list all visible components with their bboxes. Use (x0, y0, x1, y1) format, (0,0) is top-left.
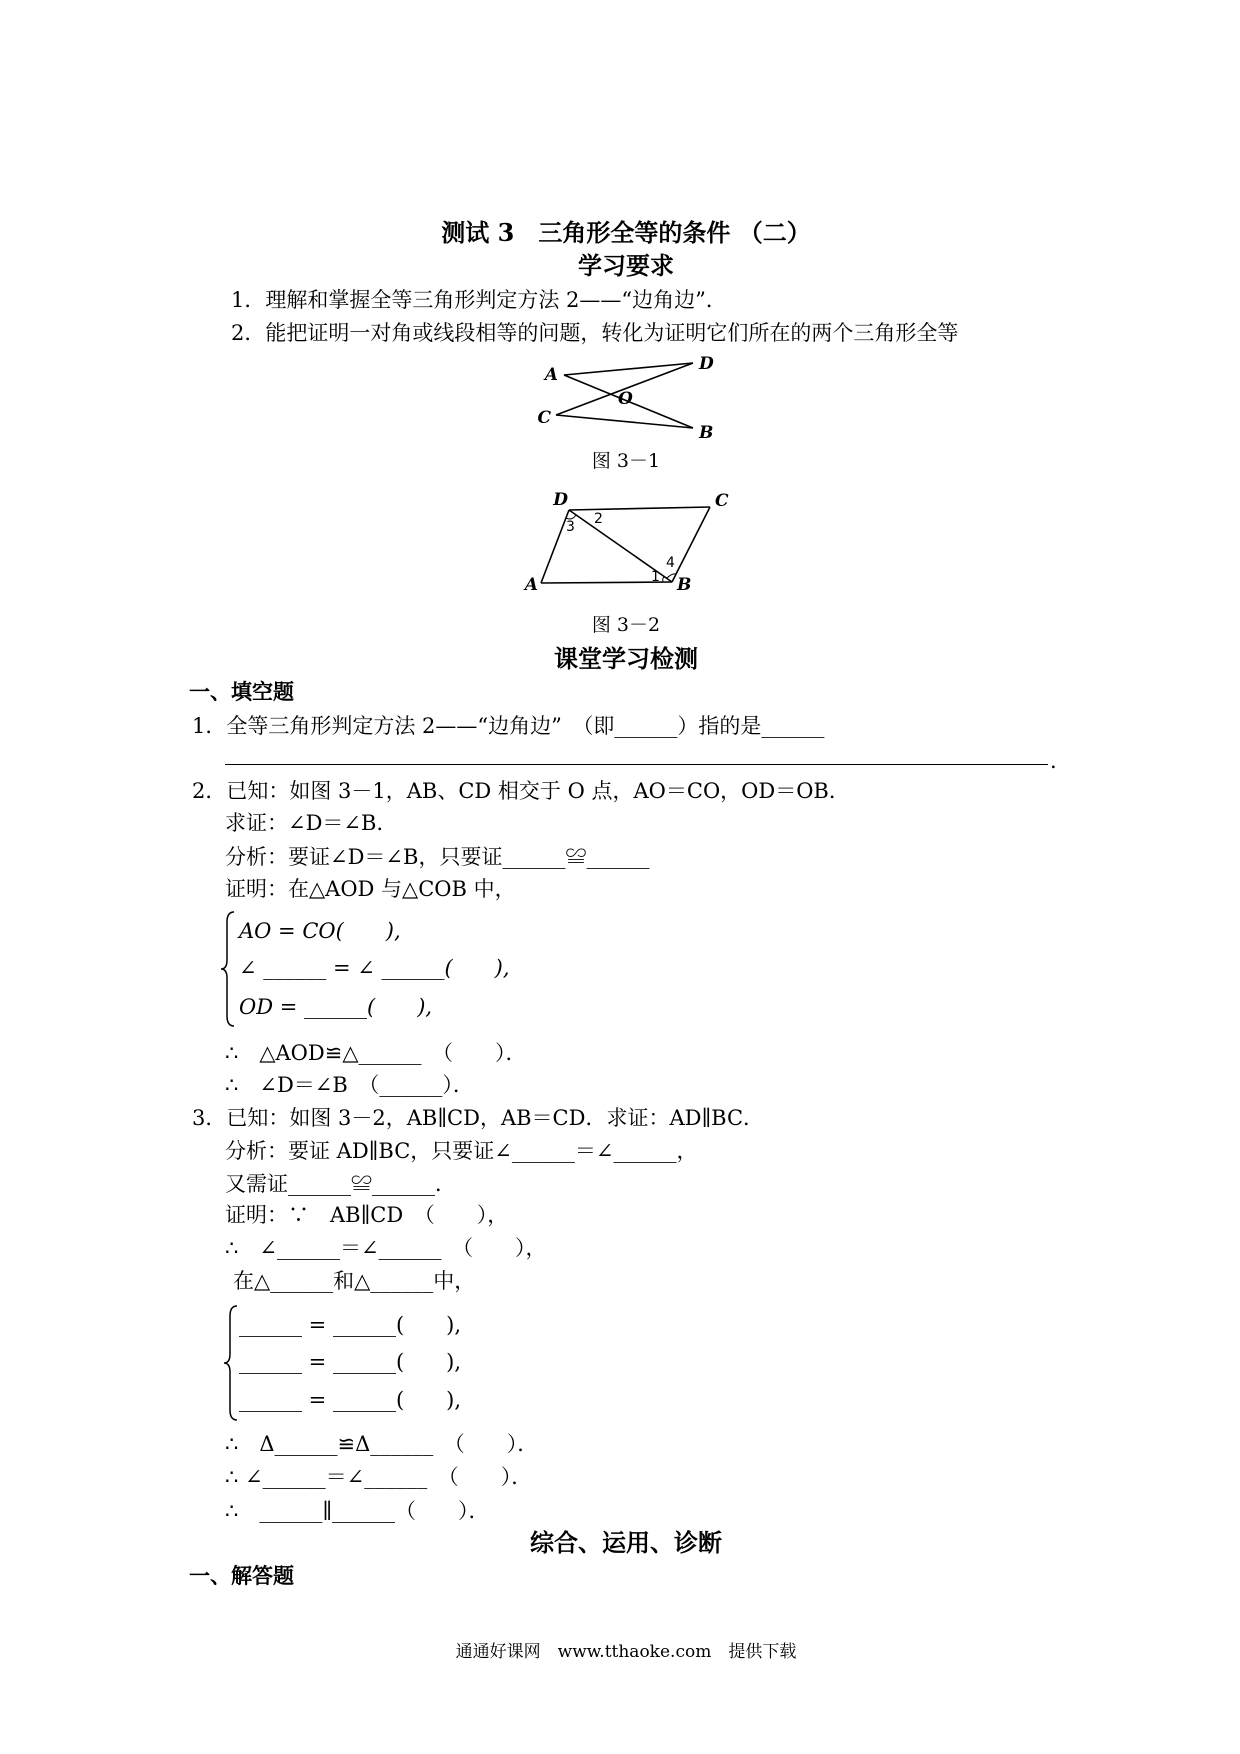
label-c: C (715, 491, 729, 511)
segment-cb (556, 415, 693, 428)
synthesis-heading: 综合、运用、诊断 (530, 1528, 722, 1557)
figure-3-1-caption: 图 3－1 (591, 450, 661, 472)
segment-dc (569, 507, 710, 510)
label-c: C (537, 408, 551, 428)
figure-3-2 (510, 485, 740, 600)
question-2-conclusion-2: ∴ ∠D＝∠B （______）． (225, 1073, 474, 1097)
question-2-prove: 求证：∠D＝∠B． (225, 811, 398, 835)
question-3-brace (221, 1302, 241, 1424)
figure-3-2-caption: 图 3－2 (591, 614, 661, 636)
segment-ad (564, 363, 693, 375)
question-2-analysis: 分析：要证∠D＝∠B，只要证______≌______ (225, 845, 650, 869)
answer-line (225, 764, 1048, 765)
segment-ad (541, 510, 569, 583)
figure-3-1 (510, 345, 730, 450)
label-o: O (618, 389, 633, 409)
answer-line-end: . (1050, 749, 1057, 773)
question-2-given: 2．已知：如图 3－1，AB、CD 相交于 O 点，AO＝CO，OD＝OB． (192, 779, 850, 803)
question-3-conclusion-3: ∴ ______∥______（ ）． (225, 1499, 490, 1523)
requirement-item: 1．理解和掌握全等三角形判定方法 2——“边角边”． (231, 288, 727, 312)
question-3-system-row: ______ = ______( ), (239, 1388, 462, 1412)
question-3-system-row: ______ = ______( ), (239, 1350, 462, 1374)
label-a: A (544, 365, 558, 385)
label-d: D (699, 354, 714, 374)
question-2-system-row: OD = ______( ), (239, 995, 433, 1019)
question-3-triangles: 在△______和△______中， (233, 1269, 476, 1293)
label-b: B (677, 575, 692, 595)
angle-label-4: 4 (666, 555, 675, 571)
angle-label-1: 1 (651, 569, 660, 585)
question-2-conclusion-1: ∴ △AOD≌△______ （ ）． (225, 1041, 527, 1065)
page-title: 测试 3 三角形全等的条件 （二） (441, 218, 811, 247)
segment-cb (672, 507, 710, 582)
page-footer: 通通好课网 www.tthaoke.com 提供下载 (455, 1642, 797, 1662)
angle-label-3: 3 (566, 519, 575, 535)
question-3-proof-intro: 证明：∵ AB∥CD （ ）， (225, 1203, 509, 1227)
classroom-heading: 课堂学习检测 (554, 644, 698, 673)
question-3-conclusion-1: ∴ Δ______≌Δ______ （ ）． (225, 1432, 539, 1456)
question-2-brace (218, 908, 238, 1030)
question-3-analysis-2: 又需证______≌______． (225, 1172, 456, 1196)
question-3-given: 3．已知：如图 3－2，AB∥CD，AB＝CD．求证：AD∥BC． (192, 1106, 765, 1130)
question-3-conclusion-2: ∴ ∠______＝∠______ （ ）． (225, 1465, 533, 1489)
label-d: D (553, 490, 568, 510)
requirements-heading: 学习要求 (578, 251, 674, 280)
label-a: A (524, 575, 538, 595)
question-2-system-row: ∠ ______ = ∠ ______( ), (239, 956, 510, 980)
question-3-system-row: ______ = ______( ), (239, 1313, 462, 1337)
requirement-item: 2．能把证明一对角或线段相等的问题，转化为证明它们所在的两个三角形全等 (231, 321, 959, 345)
label-b: B (699, 423, 714, 443)
fill-in-heading: 一、填空题 (189, 679, 294, 704)
question-2-system-row: AO = CO( ), (239, 919, 401, 943)
question-3-step-1: ∴ ∠______＝∠______ （ ）， (225, 1236, 547, 1260)
angle-label-2: 2 (594, 511, 603, 527)
question-2-proof-intro: 证明：在△AOD 与△COB 中， (225, 877, 516, 901)
question-1: 1．全等三角形判定方法 2——“边角边” （即______）指的是______ (192, 714, 825, 738)
answer-questions-heading: 一、解答题 (189, 1563, 294, 1588)
question-3-analysis: 分析：要证 AD∥BC，只要证∠______＝∠______， (225, 1139, 698, 1163)
